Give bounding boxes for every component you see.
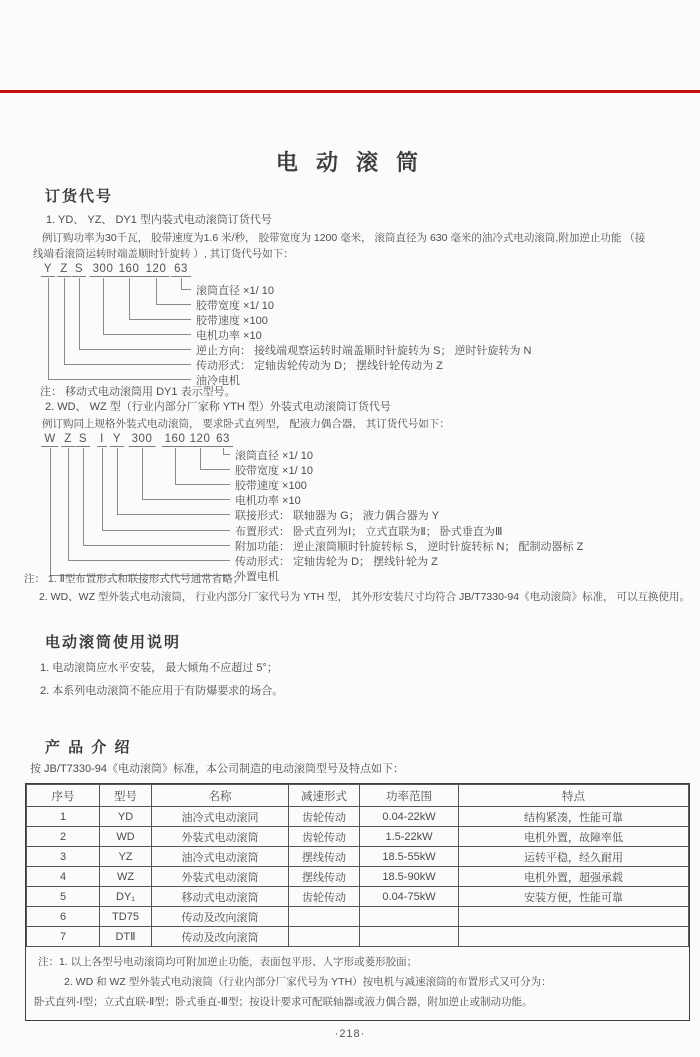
diagram-connector-horizontal bbox=[68, 560, 230, 561]
diagram-label: 传动形式： 定轴齿轮为 D； 摆线针轮为 Z bbox=[235, 556, 438, 568]
table-cell: 电机外置，超强承载 bbox=[459, 867, 689, 887]
table-note-line: 2. WD 和 WZ 型外装式电动滚筒（行业内部分厂家代号为 YTH）按电机与减速滚筒的布置形式又可分为： bbox=[64, 976, 552, 988]
order-code-heading: 订货代号 bbox=[45, 188, 114, 205]
table-row bbox=[27, 887, 689, 907]
product-table-body bbox=[27, 807, 689, 947]
diagram-label: 逆止方向： 接线端观察运转时端盖顺时针旋转为 S； 逆时针旋转为 N bbox=[196, 345, 532, 357]
diagram-label: 电机功率 ×10 bbox=[196, 330, 262, 342]
table-cell: 0.04-22kW bbox=[360, 807, 459, 827]
table-cell: DY₁ bbox=[100, 887, 152, 907]
table-cell: 油冷式电动滚同 bbox=[152, 807, 289, 827]
code-token: I bbox=[97, 433, 107, 447]
table-cell: 5 bbox=[27, 887, 100, 907]
usage-item-1: 1. 电动滚筒应水平安装， 最大倾角不应超过 5°； bbox=[40, 662, 278, 674]
table-header-cell: 减速形式 bbox=[289, 785, 360, 807]
diagram-label: 胶带速度 ×100 bbox=[235, 480, 307, 492]
table-header-cell: 特点 bbox=[459, 785, 689, 807]
order-item2-text-line1: 例订购同上规格外装式电动滚筒， 要求卧式直列型， 配液力偶合器， 其订货代号如下： bbox=[42, 418, 450, 430]
table-note-line: 注：1. 以上各型号电动滚筒均可附加逆止功能，表面包平形、人字形或菱形胶面； bbox=[38, 956, 418, 968]
diagram-connector-horizontal bbox=[200, 469, 230, 470]
table-header-cell: 序号 bbox=[27, 785, 100, 807]
table-cell: 0.04-75kW bbox=[360, 887, 459, 907]
table-cell: 结构紧凑，性能可靠 bbox=[459, 807, 689, 827]
diagram-connector-vertical bbox=[117, 448, 118, 514]
table-header-cell: 名称 bbox=[152, 785, 289, 807]
diagram-label: 电机功率 ×10 bbox=[235, 495, 301, 507]
table-cell: TD75 bbox=[100, 907, 152, 927]
table-cell: 齿轮传动 bbox=[289, 807, 360, 827]
table-cell bbox=[289, 927, 360, 947]
table-cell: 3 bbox=[27, 847, 100, 867]
table-cell: WD bbox=[100, 827, 152, 847]
diagram-label: 外置电机 bbox=[235, 571, 279, 583]
table-cell: 4 bbox=[27, 867, 100, 887]
table-cell: 移动式电动滚筒 bbox=[152, 887, 289, 907]
table-cell bbox=[289, 907, 360, 927]
table-header-cell: 型号 bbox=[100, 785, 152, 807]
table-cell bbox=[459, 907, 689, 927]
code-token: S bbox=[72, 263, 86, 277]
table-cell: 外装式电动滚筒 bbox=[152, 867, 289, 887]
order-item1-title: 1. YD、 YZ、 DY1 型内装式电动滚筒订货代号 bbox=[46, 214, 272, 226]
code-token: W bbox=[41, 433, 58, 447]
product-table bbox=[26, 784, 689, 947]
diagram-connector-horizontal bbox=[223, 454, 230, 455]
table-note-line: 卧式直列-Ⅰ型；立式直联-Ⅱ型；卧式垂直-Ⅲ型；按设计要求可配联轴器或液力偶合器，附加逆止或制动功能。 bbox=[34, 996, 533, 1008]
code-token: 300 bbox=[90, 263, 117, 277]
table-header-cell: 功率范围 bbox=[360, 785, 459, 807]
table-cell: 外装式电动滚筒 bbox=[152, 827, 289, 847]
table-cell bbox=[459, 927, 689, 947]
diagram-connector-horizontal bbox=[175, 484, 230, 485]
diagram-connector-vertical bbox=[50, 448, 51, 575]
page-title: 电 动 滚 筒 bbox=[275, 150, 425, 175]
order-notes-line2: 2. WD、WZ 型外装式电动滚筒， 行业内部分厂家代号为 YTH 型， 其外形安装尺寸均符合 JB/T7330-94《电动滚筒》标准， 可以互换使用。 bbox=[39, 591, 691, 603]
table-row bbox=[27, 807, 689, 827]
order-item1-text-line2: 线端看滚筒运转时端盖顺时针旋转 ）, 其订货代号如下： bbox=[33, 248, 294, 260]
table-cell: 摆线传动 bbox=[289, 847, 360, 867]
table-cell: 18.5-55kW bbox=[360, 847, 459, 867]
table-cell bbox=[360, 927, 459, 947]
diagram-connector-vertical bbox=[102, 448, 103, 530]
code-token: Y bbox=[110, 433, 124, 447]
diagram-connector-vertical bbox=[142, 448, 143, 499]
diagram-connector-vertical bbox=[175, 448, 176, 484]
code-token: Z bbox=[61, 433, 75, 447]
diagram-label: 传动形式： 定轴齿轮传动为 D； 摆线针轮传动为 Z bbox=[196, 360, 443, 372]
table-cell: WZ bbox=[100, 867, 152, 887]
intro-lead: 按 JB/T7330-94《电动滚筒》标准，本公司制造的电动滚筒型号及特点如下： bbox=[30, 763, 405, 775]
order-notes-line1: 注： 1. Ⅱ型布置形式和联接形式代号通常省略； bbox=[24, 573, 244, 585]
table-row bbox=[27, 907, 689, 927]
diagram-connector-horizontal bbox=[102, 530, 230, 531]
code-token: 63 bbox=[213, 433, 233, 447]
usage-heading: 电动滚筒使用说明 bbox=[45, 634, 182, 651]
table-cell: 齿轮传动 bbox=[289, 827, 360, 847]
code-token: Z bbox=[57, 263, 71, 277]
diagram-connector-horizontal bbox=[142, 499, 230, 500]
order-item2-title: 2. WD、 WZ 型（行业内部分厂家称 YTH 型）外装式电动滚筒订货代号 bbox=[45, 401, 391, 413]
table-row bbox=[27, 867, 689, 887]
diagram-label: 布置形式： 卧式直列为Ⅰ； 立式直联为Ⅱ； 卧式垂直为Ⅲ bbox=[235, 526, 503, 538]
diagram-label: 胶带速度 ×100 bbox=[196, 315, 268, 327]
code-token: 63 bbox=[171, 263, 191, 277]
table-row bbox=[27, 927, 689, 947]
table-cell: 油冷式电动滚筒 bbox=[152, 847, 289, 867]
diagram-label: 滚筒直径 ×1/ 10 bbox=[235, 450, 313, 462]
diagram-label: 胶带宽度 ×1/ 10 bbox=[235, 465, 313, 477]
table-cell: YD bbox=[100, 807, 152, 827]
table-cell: 6 bbox=[27, 907, 100, 927]
table-cell: 安装方便，性能可靠 bbox=[459, 887, 689, 907]
diagram-connector-vertical bbox=[83, 448, 84, 545]
table-cell: 齿轮传动 bbox=[289, 887, 360, 907]
table-cell bbox=[360, 907, 459, 927]
table-cell: 电机外置，故障率低 bbox=[459, 827, 689, 847]
code-token: 160 bbox=[116, 263, 143, 277]
diagram-connector-vertical bbox=[68, 448, 69, 560]
diagram-label: 滚筒直径 ×1/ 10 bbox=[196, 285, 274, 297]
diagram-label: 油冷电机 bbox=[196, 375, 240, 387]
table-cell: 7 bbox=[27, 927, 100, 947]
table-row bbox=[27, 847, 689, 867]
table-cell: 传动及改向滚筒 bbox=[152, 907, 289, 927]
diagram-connector-vertical bbox=[200, 448, 201, 469]
code-token: 120 bbox=[187, 433, 214, 447]
diagram-label: 附加功能： 逆止滚筒顺时针旋转标 S， 逆时针旋转标 N； 配制动器标 Z bbox=[235, 541, 584, 553]
product-table-frame bbox=[25, 783, 690, 1021]
diagram-connector-horizontal bbox=[117, 514, 230, 515]
order-item1-text-line1: 例订购功率为30千瓦， 胶带速度为1.6 米/秒， 胶带宽度为 1200 毫米， 滚筒直径为 630 毫米的油冷式电动滚筒,附加逆止功能 （接 bbox=[42, 232, 646, 244]
code-token: 160 bbox=[162, 433, 189, 447]
table-cell: 摆线传动 bbox=[289, 867, 360, 887]
table-cell: 运转平稳，经久耐用 bbox=[459, 847, 689, 867]
intro-heading: 产 品 介 绍 bbox=[45, 739, 132, 756]
table-cell: 1.5-22kW bbox=[360, 827, 459, 847]
table-cell: YZ bbox=[100, 847, 152, 867]
page-number: ·218· bbox=[334, 1028, 366, 1040]
table-cell: 传动及改向滚筒 bbox=[152, 927, 289, 947]
table-cell: 1 bbox=[27, 807, 100, 827]
code-token: 120 bbox=[143, 263, 170, 277]
table-cell: 18.5-90kW bbox=[360, 867, 459, 887]
table-row bbox=[27, 827, 689, 847]
code-token: S bbox=[76, 433, 90, 447]
diagram-connector-horizontal bbox=[83, 545, 230, 546]
product-table-head bbox=[27, 785, 689, 807]
diagram-label: 胶带宽度 ×1/ 10 bbox=[196, 300, 274, 312]
code-token: 300 bbox=[129, 433, 156, 447]
usage-item-2: 2. 本系列电动滚筒不能应用于有防爆要求的场合。 bbox=[40, 685, 284, 697]
diagram-label: 联接形式： 联轴器为 G； 液力偶合器为 Y bbox=[235, 510, 440, 522]
table-cell: 2 bbox=[27, 827, 100, 847]
product-table-notes bbox=[26, 947, 689, 1020]
code-token: Y bbox=[41, 263, 55, 277]
order-note-dy1: 注： 移动式电动滚筒用 DY1 表示型号。 bbox=[40, 386, 236, 398]
table-cell: DTⅡ bbox=[100, 927, 152, 947]
